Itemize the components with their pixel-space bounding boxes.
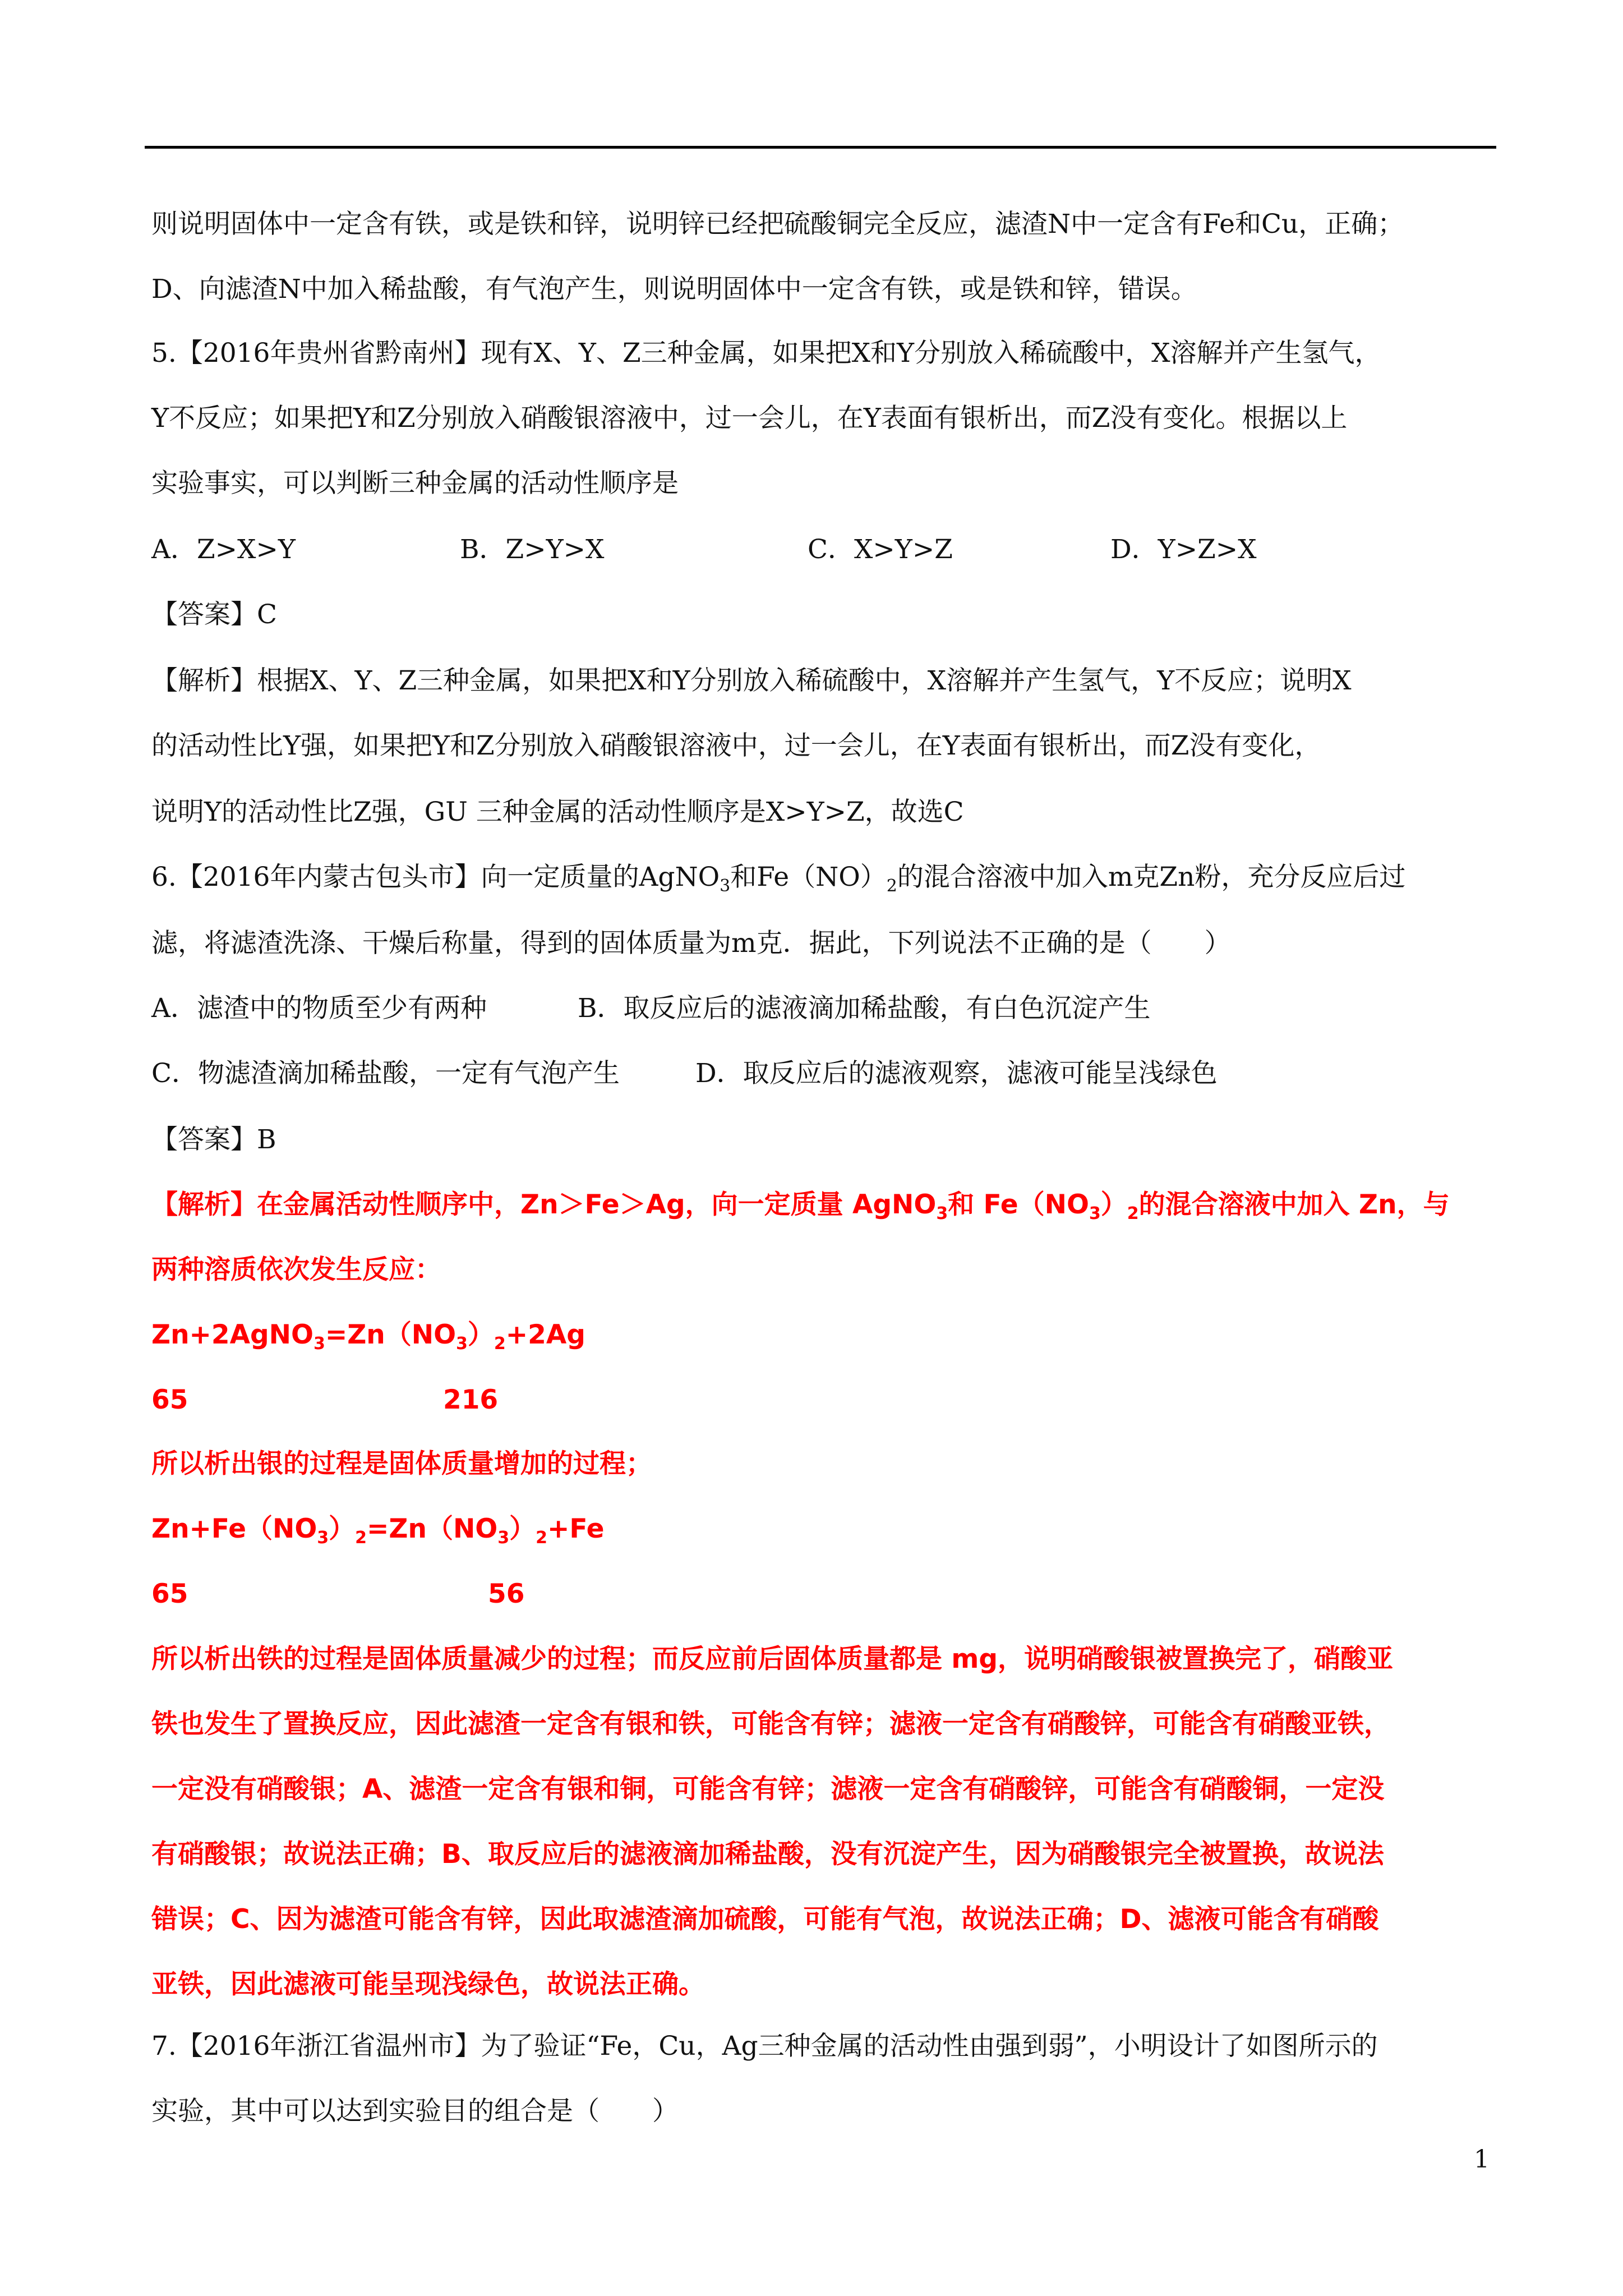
text-run: +2Ag [505, 1319, 585, 1350]
text-run: ） [509, 1513, 536, 1544]
text-run: ） [860, 862, 887, 892]
text-line: 则说明固体中一定含有铁，或是铁和锌，说明锌已经把硫酸铜完全反应，滤渣N中一定含有Fe和Cu，正确； [151, 209, 1404, 240]
text-run: +Fe [547, 1513, 605, 1544]
q6-stem: 滤，将滤渣洗涤、干燥后称量，得到的固体质量为m克．据此，下列说法不正确的是（ ） [151, 928, 1231, 959]
text-run: 6.【2016年内蒙古包头市】向一定质量的AgNO [151, 862, 720, 892]
text-run: 和 Fe（NO [948, 1189, 1089, 1220]
q6-analysis: 有硝酸银；故说法正确；B、取反应后的滤液滴加稀盐酸，没有沉淀产生，因为硝酸银完全被置换，故说法 [151, 1839, 1384, 1870]
page-number: 1 [1474, 2145, 1490, 2174]
subscript: 3 [313, 1334, 325, 1354]
text-run: 的混合溶液中加入m克Zn粉，充分反应后过 [897, 862, 1406, 892]
subscript: 2 [886, 876, 897, 896]
equation-silver [151, 1318, 585, 1352]
q5-option-b: B．Z>Y>X [460, 534, 605, 565]
q6-analysis: 错误；C、因为滤渣可能含有锌，因此取滤渣滴加硫酸，可能有气泡，故说法正确；D、滤液可能含有硝酸 [151, 1904, 1379, 1935]
text-run: ） [329, 1513, 356, 1544]
q7-stem: 实验，其中可以达到实验目的组合是（ ） [151, 2096, 679, 2127]
q6-analysis: 一定没有硝酸银；A、滤渣一定含有银和铜，可能含有锌；滤液一定含有硝酸锌，可能含有硝酸铜，一定没 [151, 1774, 1385, 1805]
q5-stem: 5.【2016年贵州省黔南州】现有X、Y、Z三种金属，如果把X和Y分别放入稀硫酸中，X溶解并产生氢气， [151, 338, 1381, 369]
q5-option-d: D．Y>Z>X [1110, 534, 1257, 565]
q5-stem: Y不反应；如果把Y和Z分别放入硝酸银溶液中，过一会儿，在Y表面有银析出，而Z没有变化。根据以上 [151, 403, 1348, 434]
q6-analysis [151, 1188, 1450, 1222]
q7-stem: 7.【2016年浙江省温州市】为了验证“Fe，Cu，Ag三种金属的活动性由强到弱”，小明设计了如图所示的 [151, 2031, 1378, 2062]
q6-option-c: C．物滤渣滴加稀盐酸，一定有气泡产生 [151, 1058, 620, 1089]
equation-iron [151, 1512, 604, 1546]
subscript: 3 [720, 876, 731, 896]
q5-stem: 实验事实，可以判断三种金属的活动性顺序是 [151, 468, 679, 499]
subscript: 3 [936, 1204, 948, 1223]
subscript: 3 [456, 1334, 468, 1354]
text-run: 和Fe（NO [730, 862, 860, 892]
subscript: 3 [497, 1528, 510, 1548]
q6-answer: 【答案】B [151, 1124, 276, 1155]
q6-option-b: B．取反应后的滤液滴加稀盐酸，有白色沉淀产生 [578, 993, 1151, 1024]
q6-analysis: 所以析出银的过程是固体质量增加的过程； [151, 1448, 652, 1479]
q6-option-a: A．滤渣中的物质至少有两种 [151, 993, 487, 1024]
text-run: 的混合溶液中加入 Zn，与 [1138, 1189, 1450, 1220]
subscript: 2 [536, 1528, 548, 1548]
molar-mass: 56 [488, 1579, 525, 1609]
q5-analysis: 【解析】根据X、Y、Z三种金属，如果把X和Y分别放入稀硫酸中，X溶解并产生氢气，Y不反应；说明X [151, 665, 1352, 696]
q5-option-a: A．Z>X>Y [151, 534, 296, 565]
text-run: ） [1100, 1189, 1127, 1220]
subscript: 2 [1127, 1204, 1139, 1223]
q5-analysis: 的活动性比Y强，如果把Y和Z分别放入硝酸银溶液中，过一会儿，在Y表面有银析出，而Z没有变化， [151, 730, 1321, 761]
q5-option-c: C．X>Y>Z [808, 534, 953, 565]
text-run: =Zn（NO [325, 1319, 457, 1350]
subscript: 2 [494, 1334, 506, 1354]
text-run: Zn+Fe（NO [151, 1513, 317, 1544]
text-run: Zn+2AgNO [151, 1319, 313, 1350]
q6-stem [151, 861, 1405, 894]
subscript: 2 [355, 1528, 367, 1548]
text-run: ） [467, 1319, 494, 1350]
subscript: 3 [1089, 1204, 1101, 1223]
q6-analysis: 铁也发生了置换反应，因此滤渣一定含有银和铁，可能含有锌；滤液一定含有硝酸锌，可能含有硝酸亚铁， [151, 1709, 1390, 1740]
text-run: =Zn（NO [367, 1513, 498, 1544]
q6-option-d: D．取反应后的滤液观察，滤液可能呈浅绿色 [695, 1058, 1218, 1089]
q6-analysis: 所以析出铁的过程是固体质量减少的过程；而反应前后固体质量都是 mg，说明硝酸银被置换完了，硝酸亚 [151, 1644, 1393, 1674]
header-rule [145, 146, 1496, 149]
text-run: 【解析】在金属活动性顺序中，Zn＞Fe＞Ag，向一定质量 AgNO [151, 1189, 937, 1220]
molar-mass: 65 [151, 1384, 188, 1415]
molar-mass: 65 [151, 1579, 188, 1609]
subscript: 3 [317, 1528, 329, 1548]
text-line: D、向滤渣N中加入稀盐酸，有气泡产生，则说明固体中一定含有铁，或是铁和锌，错误。 [151, 274, 1197, 305]
q6-analysis: 亚铁，因此滤液可能呈现浅绿色，故说法正确。 [151, 1969, 705, 2000]
q5-analysis: 说明Y的活动性比Z强，GU 三种金属的活动性顺序是X>Y>Z，故选C [151, 797, 964, 827]
q5-answer: 【答案】C [151, 599, 277, 630]
molar-mass: 216 [443, 1384, 499, 1415]
q6-analysis: 两种溶质依次发生反应： [151, 1254, 441, 1285]
